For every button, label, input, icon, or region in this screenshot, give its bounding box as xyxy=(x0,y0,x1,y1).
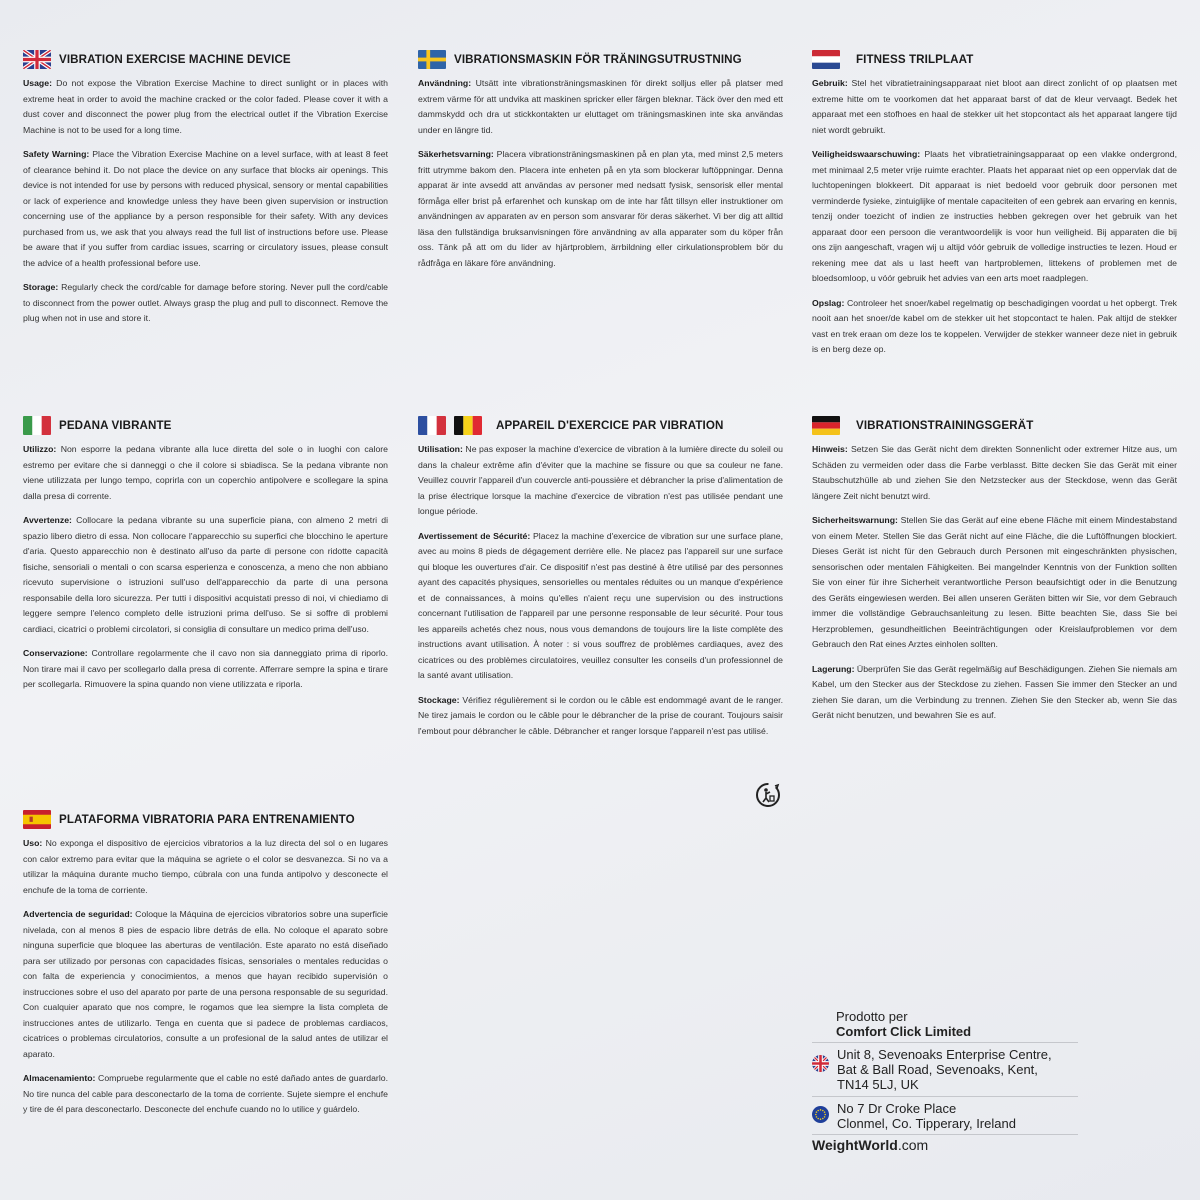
usage-label: Användning: xyxy=(418,78,472,88)
usage-label: Usage: xyxy=(23,78,52,88)
safety-text: Stellen Sie das Gerät auf eine ebene Fläche mit einem Mindestabstand von einem Meter. Stellen Sie das Gerät nicht auf eine Fläche, die die Luftöffnungen blockiert. Dieses Gerät ist nicht für den Gebrauch durch Personen mit eingeschränkten physischen, sensorischen oder mentalen Fähigkeiten. Bei mangelnder Kenntnis von der Funktion sollten Sie von einer für ihre Sicherheit verantwortliche Person beaufsichtigt oder in die Benutzung des Geräts eingewiesen werden. Bei allen unseren Geräten bitten wir Sie, vor dem Gebrauch immer die vollständige Gebrauchsanleitung zu lesen. Bitte beachten Sie, dass Sie bei Herzproblemen, gesundheitlichen Beeinträchtigungen oder Kreislaufproblemen vor dem Gebrauch den Rat eines Arztes einholen sollten. xyxy=(812,515,1177,649)
section-french xyxy=(418,414,783,748)
safety-paragraph xyxy=(23,513,388,637)
safety-paragraph xyxy=(418,147,783,271)
eu-address xyxy=(812,1097,1078,1135)
section-english xyxy=(23,48,388,336)
safety-paragraph xyxy=(812,513,1177,653)
usage-text: Ne pas exposer la machine d'exercice de vibration à la lumière directe du soleil ou dans la chaleur extrême afin d'éviter que la machine se fissure ou que sa couleur ne fane. Veuillez couvrir l'appareil d'un couvercle anti-poussière et débrancher la prise d'alimentation de la prise électrique lorsque la machine d'exercice de vibration n'est pas utilisée pendant une longue période. xyxy=(418,444,783,516)
storage-paragraph xyxy=(418,693,783,740)
france-flag-icon xyxy=(418,416,446,435)
storage-label: Almacenamiento: xyxy=(23,1073,96,1083)
safety-text: Placera vibrationsträningsmaskinen på en plan yta, med minst 2,5 meters fritt utrymme bakom den. Placera inte enheten på en yta som blockerar luftöppningar. Denna apparat är inte avsedd att användas av personer med nedsatt fysisk, sensorisk eller mental förmåga eller brist på erfarenhet och kunskap om de inte har fått tillsyn eller instruktioner om användningen av apparaten av en person som ansvarar för deras säkerhet. Vi ber dig att alltid läsa den fullständiga bruksanvisningen före användning av alla apparater som du köper från oss. Tänk på att om du lider av hjärtproblem, ärrbildning eller cirkulationsproblem bör du rådfråga en läkare före användning. xyxy=(418,149,783,268)
produced-for-label: Prodotto per xyxy=(836,1009,908,1024)
storage-text: Überprüfen Sie das Gerät regelmäßig auf Beschädigungen. Ziehen Sie niemals am Kabel, um den Stecker aus der Steckdose zu ziehen. Fassen Sie immer den Stecker an und ziehen Sie daran, um die Verbindung zu trennen. Ziehen Sie den Stecker ab, wenn Sie das Gerät nicht benutzen, und bewahren Sie es auf. xyxy=(812,663,1177,720)
usage-paragraph xyxy=(23,836,388,898)
section-title: APPAREIL D'EXERCICE PAR VIBRATION xyxy=(496,418,724,432)
produced-for xyxy=(812,1009,1078,1043)
uk-flag-icon xyxy=(812,1055,829,1072)
netherlands-flag-icon xyxy=(812,50,840,69)
usage-paragraph xyxy=(418,442,783,520)
brand-wordmark xyxy=(812,1135,1078,1153)
usage-paragraph xyxy=(23,76,388,138)
usage-text: Stel het vibratietrainingsapparaat niet bloot aan direct zonlicht of op plaatsen met extreme hitte om te voorkomen dat het apparaat barst of dat de kleur vervaagt. Bedek het apparaat met een stofhoes en haal de stekker uit het stopcontact als het apparaat langere tijd niet wordt gebruikt. xyxy=(812,78,1177,135)
germany-flag-icon xyxy=(812,416,840,435)
section-german xyxy=(812,414,1177,733)
usage-paragraph xyxy=(812,442,1177,504)
storage-label: Storage: xyxy=(23,282,59,292)
storage-label: Conservazione: xyxy=(23,648,88,658)
safety-paragraph xyxy=(812,147,1177,287)
storage-text: Controllare regolarmente che il cavo non sia danneggiato prima di riporlo. Non tirare mai il cavo per scollegarlo dalla presa di corrente. Afferrare sempre la spina e tirare per scollegarla. Rimuovere la spina quando non viene utilizzata e riporla. xyxy=(23,648,388,689)
storage-paragraph xyxy=(23,1071,388,1118)
brand-name: WeightWorld xyxy=(812,1137,898,1154)
section-title: FITNESS TRILPLAAT xyxy=(856,52,974,66)
safety-label: Advertencia de seguridad: xyxy=(23,909,133,919)
usage-label: Utilizzo: xyxy=(23,444,57,454)
storage-label: Stockage: xyxy=(418,694,460,705)
recycling-person-icon xyxy=(755,782,781,808)
section-header xyxy=(418,48,783,70)
section-header xyxy=(812,414,1177,436)
uk-address-text xyxy=(837,1047,1052,1093)
manufacturer-info xyxy=(812,1009,1078,1153)
usage-paragraph xyxy=(418,76,783,138)
safety-label: Avvertenze: xyxy=(23,515,72,525)
section-header xyxy=(23,48,388,70)
usage-text: No exponga el dispositivo de ejercicios vibratorios a la luz directa del sol o en lugares con calor extremo para evitar que la máquina se agriete o el color se desvanezca. Si no va a utilizar la máquina durante mucho tiempo, cúbrala con una funda antipolvo y desconecte el enchufe de la toma de corriente. xyxy=(23,838,388,895)
spain-flag-icon xyxy=(23,810,51,829)
company-name: Comfort Click Limited xyxy=(836,1024,972,1039)
italy-flag-icon xyxy=(23,416,51,435)
section-title: PEDANA VIBRANTE xyxy=(59,418,172,432)
storage-text: Compruebe regularmente que el cable no esté dañado antes de guardarlo. No tire nunca del cable para desconectarlo de la toma de corriente. Sujete siempre el enchufe y tire de él para desconectarlo. Desconecte del enchufe cuando no lo utilice y guárdelo. xyxy=(23,1073,388,1114)
storage-paragraph xyxy=(23,646,388,693)
safety-paragraph xyxy=(23,907,388,1062)
safety-text: Plaats het vibratietrainingsapparaat op een vlakke ondergrond, met minimaal 2,5 meter vrije ruimte erachter. Plaats het apparaat niet op een oppervlak dat de luchtopeningen blokkeert. Dit apparaat is niet bedoeld voor gebruik door personen met verminderde fysieke, zintuiglijke of mentale capaciteiten of een gebrek aan ervaring en kennis, tenzij onder toezicht of indien ze instructies hebben gekregen over het gebruik van het apparaat door een persoon die verantwoordelijk is voor hun veiligheid. Bij apparaten die bij ons zijn aangeschaft, vragen wij u altijd vóór gebruik de volledige instructies te lezen. Houd er rekening mee dat als u last heeft van hartproblemen, littekens of problemen met de bloedsomloop, u vóór gebruik het advies van een arts moet raadplegen. xyxy=(812,149,1177,283)
eu-address-line: No 7 Dr Croke Place xyxy=(837,1100,957,1116)
storage-text: Regularly check the cord/cable for damage before storing. Never pull the cord/cable to disconnect from the power outlet. Always grasp the plug and pull to disconnect. Remove the plug when not in use and store it. xyxy=(23,282,388,323)
uk-flag-icon xyxy=(23,50,51,69)
uk-address-line: Unit 8, Sevenoaks Enterprise Centre, xyxy=(837,1047,1052,1062)
eu-address-text xyxy=(837,1101,1016,1131)
usage-text: Setzen Sie das Gerät nicht dem direkten Sonnenlicht oder extremer Hitze aus, um Schäden zu vermeiden oder dass die Farbe verblasst. Bitte decken Sie das Gerät mit einer Staubschutzhülle ab und ziehen Sie den Netzstecker aus der Steckdose, wenn das Gerät längere Zeit nicht benutzt wird. xyxy=(812,444,1177,501)
safety-paragraph xyxy=(23,147,388,271)
safety-text: Collocare la pedana vibrante su una superficie piana, con almeno 2 metri di spazio libero dietro di essa. Non collocare l'apparecchio su superfici che blocchino le aperture d'aria. Questo apparecchio non è destinato all'uso da parte di persone con ridotte capacità fisiche, sensoriali o mentali o con scarsa esperienza e conoscenza, a meno che non abbiano ricevuto supervisione o istruzioni sull'uso dell'apparecchio da parte di una persona responsabile della loro sicurezza. Per tutti i dispositivi acquistati presso di noi, vi chiediamo di leggere sempre l'elenco completo delle istruzioni prima dell'uso. Se si soffre di problemi cardiaci, cicatrici o problemi circolatori, si consiglia di consultare un medico prima dell'uso. xyxy=(23,515,388,634)
section-header xyxy=(23,414,388,436)
storage-label: Opslag: xyxy=(812,297,845,308)
safety-paragraph xyxy=(418,529,783,684)
section-header xyxy=(23,808,388,830)
eu-flag-icon xyxy=(812,1106,829,1123)
safety-text: Place the Vibration Exercise Machine on a level surface, with at least 8 feet of clearance behind it. Do not place the device on any surface that blocks air openings. This device is not intended for use by persons with reduced physical, sensory or mental capabilities or lack of experience and knowledge unless they have been given supervision or instruction concerning use of the appliance by a person responsible for their safety. With any devices purchased from us, we ask that you always read the full list of instructions before use. Please be aware that if you suffer from cardiac issues, scarring or circulatory issues, please consult the advice of a health professional before use. xyxy=(23,149,388,268)
section-header xyxy=(812,48,1177,70)
section-italian xyxy=(23,414,388,702)
safety-label: Sicherheitswarnung: xyxy=(812,515,898,525)
storage-paragraph xyxy=(812,662,1177,724)
section-title: VIBRATIONSTRAININGSGERÄT xyxy=(856,418,1034,432)
eu-address-line: Clonmel, Co. Tipperary, Ireland xyxy=(837,1115,1016,1131)
section-title: VIBRATION EXERCISE MACHINE DEVICE xyxy=(59,52,291,66)
safety-label: Veiligheidswaarschuwing: xyxy=(812,149,921,159)
safety-label: Avertissement de Sécurité: xyxy=(418,530,531,541)
usage-text: Do not expose the Vibration Exercise Machine to direct sunlight or in places with extreme heat in order to avoid the machine cracked or the color faded. Please cover it with a dust cover and disconnect the power plug from the electrical outlet if the Vibration Exercise Machine is not to be used for a long time. xyxy=(23,78,388,135)
storage-paragraph xyxy=(23,280,388,327)
belgium-flag-icon xyxy=(454,416,482,435)
usage-text: Non esporre la pedana vibrante alla luce diretta del sole o in luoghi con calore estremo per evitare che si danneggi o che il colore si sbiadisca. Se la pedana vibrante non viene utilizzata per lungo tempo, coprirla con un coperchio antipolvere e scollegare la spina dalla presa di corrente. xyxy=(23,444,388,501)
safety-text: Placez la machine d'exercice de vibration sur une surface plane, avec au moins 8 pieds de dégagement derrière elle. Ne placez pas l'appareil sur une surface qui bloque les ouvertures d'air. Ce dispositif n'est pas destiné à être utilisé par des personnes ayant des capacités physiques, sensorielles ou mentales réduites ou un manque d'expérience et de connaissances, à moins qu'elles n'aient reçu une supervision ou des instructions concernant l'utilisation de l'appareil par une personne responsable de leur sécurité. Pour tous les appareils achetés chez nous, nous vous demandons de toujours lire la liste complète des instructions avant utilisation. À noter : si vous souffrez de problèmes cardiaques, avez des cicatrices ou des problèmes circulatoires, veuillez consulter les conseils d'un professionnel de la santé avant utilisation. xyxy=(418,530,783,680)
sweden-flag-icon xyxy=(418,50,446,69)
section-dutch xyxy=(812,48,1177,367)
brand-suffix: .com xyxy=(897,1137,929,1154)
safety-text: Coloque la Máquina de ejercicios vibratorios sobre una superficie nivelada, con al menos 8 pies de espacio libre detrás de ella. No coloque el aparato sobre ninguna superficie que bloquee las aberturas de ventilación. Este aparato no está diseñado para ser utilizado por personas con capacidades físicas, sensoriales o mentales reducidas o con falta de experiencia y conocimientos, a menos que hayan recibido supervisión o instrucciones sobre el uso del aparato por parte de una persona responsable de su seguridad. Con cualquier aparato que nos compre, le rogamos que lea siempre la lista completa de instrucciones antes de utilizarlo. Tenga en cuenta que si padece de problemas cardiacos, cicatrices o problemas circulatorios, consulte a un profesional de la salud antes de utilizar el aparato. xyxy=(23,909,389,1059)
usage-label: Gebruik: xyxy=(812,78,848,88)
uk-address xyxy=(812,1043,1078,1097)
usage-label: Hinweis: xyxy=(812,444,848,454)
storage-text: Controleer het snoer/kabel regelmatig op beschadigingen voordat u het opbergt. Trek nooit aan het snoer/de kabel om de stekker uit het stopcontact te halen. Pak altijd de stekker vast en trek eraan om deze los te koppelen. Verwijder de stekker wanneer deze niet in gebruik is en berg deze op. xyxy=(812,297,1177,354)
section-title: PLATAFORMA VIBRATORIA PARA ENTRENAMIENTO xyxy=(59,812,355,826)
flag-group xyxy=(418,416,488,435)
safety-label: Säkerhetsvarning: xyxy=(418,149,494,159)
section-title: VIBRATIONSMASKIN FÖR TRÄNINGSUTRUSTNING xyxy=(454,52,742,66)
usage-paragraph xyxy=(812,76,1177,138)
storage-text: Vérifiez régulièrement si le cordon ou le câble est endommagé avant de le ranger. Ne tirez jamais le cordon ou le câble pour le débrancher de la prise de courant. Toujours saisir l'embout pour débrancher le câble. Débrancher et ranger lorsque l'appareil n'est pas utilisé. xyxy=(418,694,783,736)
usage-paragraph xyxy=(23,442,388,504)
safety-label: Safety Warning: xyxy=(23,149,90,159)
section-swedish xyxy=(418,48,783,280)
usage-label: Utilisation: xyxy=(418,444,463,454)
usage-label: Uso: xyxy=(23,838,43,848)
uk-address-line: TN14 5LJ, UK xyxy=(837,1077,919,1093)
storage-paragraph xyxy=(812,296,1177,358)
storage-label: Lagerung: xyxy=(812,663,855,674)
usage-text: Utsätt inte vibrationsträningsmaskinen för direkt solljus eller på platser med extrem värme för att undvika att maskinen spricker eller färgen bleknar. Täck över den med ett dammskydd och dra ut stickkontakten ur eluttaget om träningsmaskinen inte ska användas under en längre tid. xyxy=(418,78,783,135)
section-header xyxy=(418,414,783,436)
uk-address-line: Bat & Ball Road, Sevenoaks, Kent, xyxy=(837,1062,1038,1078)
section-spanish xyxy=(23,808,388,1127)
